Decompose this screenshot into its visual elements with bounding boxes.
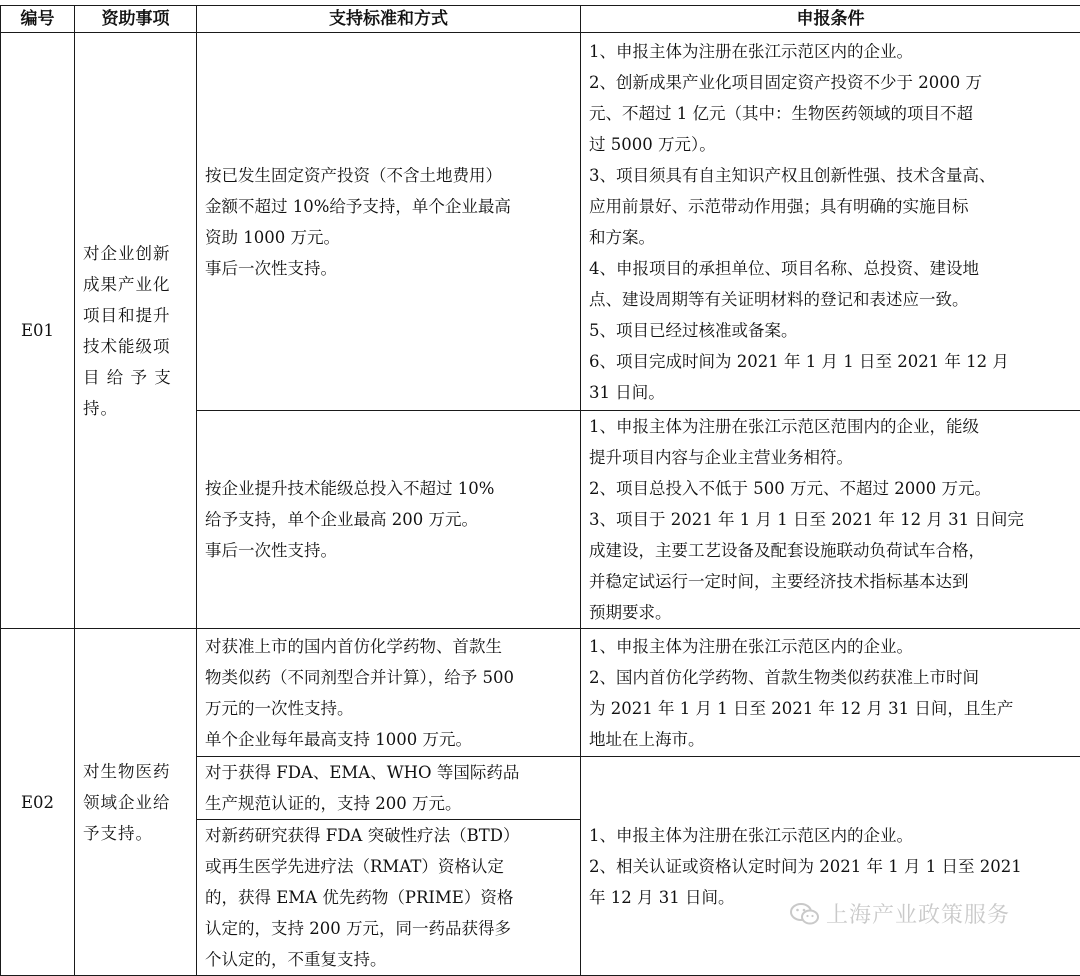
item-cell bbox=[75, 629, 197, 976]
item-line: 持。 bbox=[83, 393, 188, 424]
condition-line: 4、申报项目的承担单位、项目名称、总投资、建设地 bbox=[589, 253, 1072, 284]
standard-line: 资助 1000 万元。 bbox=[205, 222, 572, 253]
standard-line: 认定的，支持 200 万元，同一药品获得多 bbox=[205, 913, 572, 944]
condition-line: 为 2021 年 1 月 1 日至 2021 年 12 月 31 日间，且生产 bbox=[589, 693, 1072, 724]
watermark-text: 上海产业政策服务 bbox=[826, 898, 1010, 929]
condition-line: 预期要求。 bbox=[589, 597, 1072, 628]
table-row bbox=[1, 629, 1080, 757]
header-conditions: 申报条件 bbox=[581, 6, 1080, 33]
condition-line: 3、项目须具有自主知识产权且创新性强、技术含量高、 bbox=[589, 160, 1072, 191]
standard-line: 按已发生固定资产投资（不含土地费用） bbox=[205, 160, 572, 191]
header-code: 编号 bbox=[1, 6, 75, 33]
condition-line: 地址在上海市。 bbox=[589, 724, 1072, 755]
standard-line: 对获准上市的国内首仿化学药物、首款生 bbox=[205, 631, 572, 662]
standard-line: 或再生医学先进疗法（RMAT）资格认定 bbox=[205, 851, 572, 882]
condition-line: 1、申报主体为注册在张江示范区内的企业。 bbox=[589, 36, 1072, 67]
item-line: 成果产业化 bbox=[83, 269, 188, 300]
item-line: 项目和提升 bbox=[83, 300, 188, 331]
standard-line: 金额不超过 10%给予支持，单个企业最高 bbox=[205, 191, 572, 222]
condition-line: 2、国内首仿化学药物、首款生物类似药获准上市时间 bbox=[589, 662, 1072, 693]
standard-line: 对于获得 FDA、EMA、WHO 等国际药品 bbox=[205, 757, 572, 788]
item-line: 目 给 予 支 bbox=[83, 362, 188, 393]
conditions-cell bbox=[581, 757, 1080, 976]
condition-line: 年 12 月 31 日间。 bbox=[589, 882, 1072, 913]
item-line: 技术能级项 bbox=[83, 331, 188, 362]
standard-line: 给予支持，单个企业最高 200 万元。 bbox=[205, 504, 572, 535]
standard-line: 对新药研究获得 FDA 突破性疗法（BTD） bbox=[205, 820, 572, 851]
condition-line: 并稳定试运行一定时间，主要经济技术指标基本达到 bbox=[589, 566, 1072, 597]
header-standard: 支持标准和方式 bbox=[197, 6, 581, 33]
condition-line: 3、项目于 2021 年 1 月 1 日至 2021 年 12 月 31 日间完 bbox=[589, 504, 1072, 535]
standard-line: 生产规范认证的，支持 200 万元。 bbox=[205, 788, 572, 819]
conditions-cell bbox=[581, 629, 1080, 757]
condition-line: 点、建设周期等有关证明材料的登记和表述应一致。 bbox=[589, 284, 1072, 315]
item-line: 对企业创新 bbox=[83, 238, 188, 269]
header-row bbox=[1, 6, 1080, 33]
condition-line: 和方案。 bbox=[589, 222, 1072, 253]
item-line: 领域企业给 bbox=[83, 787, 188, 818]
condition-line: 2、创新成果产业化项目固定资产投资不少于 2000 万 bbox=[589, 67, 1072, 98]
standard-line: 个认定的，不重复支持。 bbox=[205, 944, 572, 975]
standard-cell bbox=[197, 411, 581, 629]
header-item: 资助事项 bbox=[75, 6, 197, 33]
wechat-icon bbox=[790, 902, 820, 926]
watermark bbox=[790, 898, 1010, 929]
item-cell bbox=[75, 33, 197, 629]
condition-line: 6、项目完成时间为 2021 年 1 月 1 日至 2021 年 12 月 bbox=[589, 346, 1072, 377]
condition-line: 5、项目已经过核准或备案。 bbox=[589, 315, 1072, 346]
policy-table bbox=[0, 5, 1080, 976]
standard-line: 万元的一次性支持。 bbox=[205, 693, 572, 724]
table-row bbox=[1, 33, 1080, 411]
code-cell: E02 bbox=[1, 629, 75, 976]
condition-line: 2、项目总投入不低于 500 万元、不超过 2000 万元。 bbox=[589, 473, 1072, 504]
standard-line: 事后一次性支持。 bbox=[205, 253, 572, 284]
item-line: 对生物医药 bbox=[83, 756, 188, 787]
conditions-cell bbox=[581, 33, 1080, 411]
standard-cell bbox=[197, 820, 581, 976]
standard-line: 按企业提升技术能级总投入不超过 10% bbox=[205, 473, 572, 504]
standard-cell bbox=[197, 33, 581, 411]
condition-line: 1、申报主体为注册在张江示范区范围内的企业，能级 bbox=[589, 411, 1072, 442]
condition-line: 1、申报主体为注册在张江示范区内的企业。 bbox=[589, 631, 1072, 662]
condition-line: 应用前景好、示范带动作用强；具有明确的实施目标 bbox=[589, 191, 1072, 222]
standard-cell bbox=[197, 629, 581, 757]
item-line: 予支持。 bbox=[83, 818, 188, 849]
condition-line: 1、申报主体为注册在张江示范区内的企业。 bbox=[589, 820, 1072, 851]
standard-line: 的，获得 EMA 优先药物（PRIME）资格 bbox=[205, 882, 572, 913]
condition-line: 31 日间。 bbox=[589, 377, 1072, 408]
condition-line: 2、相关认证或资格认定时间为 2021 年 1 月 1 日至 2021 bbox=[589, 851, 1072, 882]
standard-line: 单个企业每年最高支持 1000 万元。 bbox=[205, 724, 572, 755]
condition-line: 提升项目内容与企业主营业务相符。 bbox=[589, 442, 1072, 473]
standard-line: 事后一次性支持。 bbox=[205, 535, 572, 566]
standard-cell bbox=[197, 757, 581, 820]
standard-line: 物类似药（不同剂型合并计算），给予 500 bbox=[205, 662, 572, 693]
condition-line: 成建设，主要工艺设备及配套设施联动负荷试车合格， bbox=[589, 535, 1072, 566]
conditions-cell bbox=[581, 411, 1080, 629]
code-cell: E01 bbox=[1, 33, 75, 629]
condition-line: 过 5000 万元）。 bbox=[589, 129, 1072, 160]
condition-line: 元、不超过 1 亿元（其中：生物医药领域的项目不超 bbox=[589, 98, 1072, 129]
